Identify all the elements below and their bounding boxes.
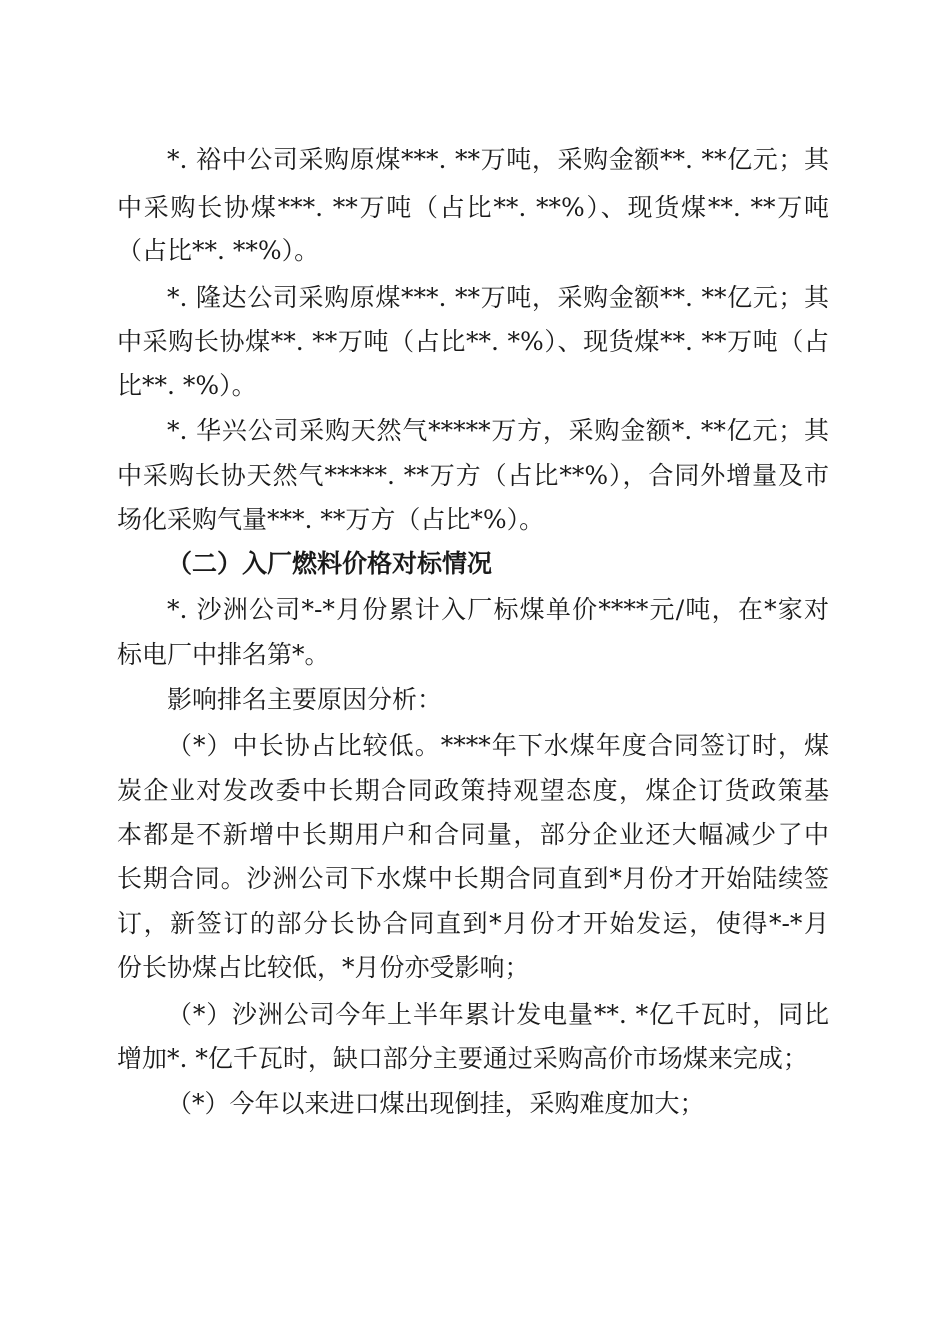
text-line: *. 沙洲公司*-*月份累计入厂标煤单价****元/吨，在*家对: [167, 595, 829, 624]
text-line: 炭企业对发改委中长期合同政策持观望态度，煤企订货政策基: [117, 776, 829, 805]
text-line: 中采购长协煤**. **万吨（占比**. *%）、现货煤**. **万吨（占: [117, 327, 829, 356]
text-line: 增加*. *亿千瓦时，缺口部分主要通过采购高价市场煤来完成；: [117, 1044, 808, 1073]
text-line: 标电厂中排名第*。: [117, 640, 330, 669]
text-line: 比**. *%）。: [117, 371, 257, 400]
text-line: *. 华兴公司采购天然气*****万方，采购金额*. **亿元；其: [167, 416, 829, 445]
text-line: 长期合同。沙洲公司下水煤中长期合同直到*月份才开始陆续签: [117, 864, 829, 893]
text-line: （*）沙洲公司今年上半年累计发电量**. *亿千瓦时，同比: [167, 1000, 829, 1029]
text-line: （*）今年以来进口煤出现倒挂，采购难度加大；: [167, 1089, 705, 1118]
text-line: 场化采购气量***. **万方（占比*%）。: [117, 505, 545, 534]
text-line: （*）中长协占比较低。****年下水煤年度合同签订时，煤: [167, 731, 829, 760]
text-line: 中采购长协天然气*****. **万方（占比**%），合同外增量及市: [117, 461, 829, 490]
text-line: 中采购长协煤***. **万吨（占比**. **%）、现货煤**. **万吨: [117, 193, 829, 222]
text-line: *. 隆达公司采购原煤***. **万吨，采购金额**. **亿元；其: [167, 283, 829, 312]
text-line: 订，新签订的部分长协合同直到*月份才开始发运，使得*-*月: [117, 909, 829, 938]
text-line: （占比**. **%）。: [117, 236, 320, 265]
section-heading: （二）入厂燃料价格对标情况: [167, 549, 493, 578]
text-line: *. 裕中公司采购原煤***. **万吨，采购金额**. **亿元；其: [167, 145, 829, 174]
text-line: 影响排名主要原因分析：: [167, 685, 443, 714]
text-line: 份长协煤占比较低，*月份亦受影响；: [117, 953, 530, 982]
text-line: 本都是不新增中长期用户和合同量，部分企业还大幅减少了中: [117, 820, 829, 849]
